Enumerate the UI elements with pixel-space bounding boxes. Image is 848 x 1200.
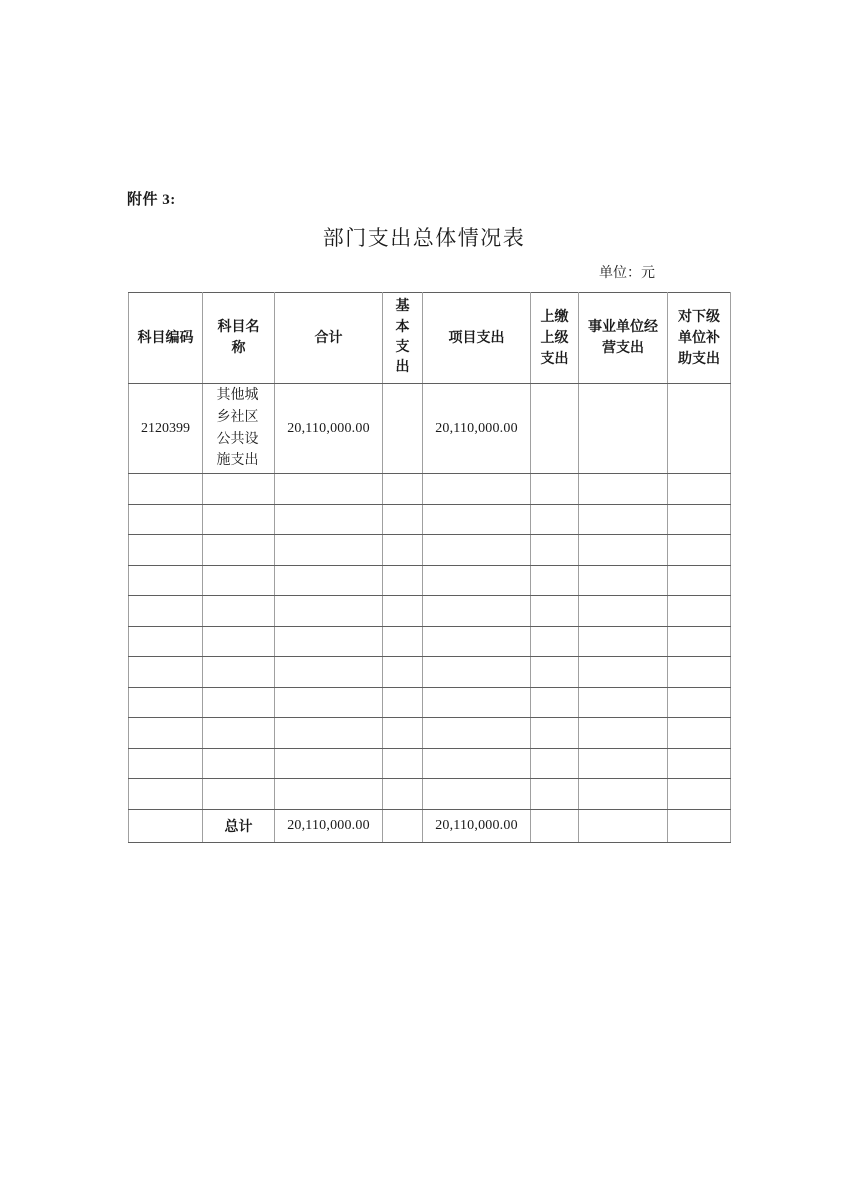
cell-subsidy: [668, 657, 731, 688]
column-header-project: 项目支出: [423, 293, 531, 384]
cell-subsidy: [668, 687, 731, 718]
cell-basic: [383, 626, 423, 657]
table-row: [129, 565, 731, 596]
total-cell-basic: [383, 809, 423, 842]
cell-upper: [531, 779, 579, 810]
cell-total: [275, 718, 383, 749]
cell-project: [423, 474, 531, 505]
table-total-row: [129, 809, 731, 842]
column-header-subsidy: 对下级单位补助支出: [668, 293, 731, 384]
page-title: 部门支出总体情况表: [322, 226, 526, 250]
table-header-row: [129, 293, 731, 384]
total-cell-total: 20,110,000.00: [275, 809, 383, 842]
cell-basic: [383, 504, 423, 535]
column-header-total: 合计: [275, 293, 383, 384]
cell-name: [203, 748, 275, 779]
cell-project: [423, 687, 531, 718]
table-row: [129, 504, 731, 535]
cell-name: [203, 535, 275, 566]
cell-operation: [579, 504, 668, 535]
cell-total: [275, 474, 383, 505]
cell-basic: [383, 779, 423, 810]
table-row: [129, 748, 731, 779]
cell-name: 其他城乡社区公共设施支出: [203, 384, 275, 474]
cell-project: [423, 504, 531, 535]
cell-subsidy: [668, 779, 731, 810]
cell-code: [129, 748, 203, 779]
cell-subsidy: [668, 626, 731, 657]
cell-basic: [383, 535, 423, 566]
cell-project: [423, 779, 531, 810]
cell-code: [129, 504, 203, 535]
cell-total: [275, 779, 383, 810]
cell-project: [423, 535, 531, 566]
cell-name: [203, 474, 275, 505]
cell-project: [423, 626, 531, 657]
cell-code: [129, 718, 203, 749]
cell-subsidy: [668, 718, 731, 749]
column-header-name: 科目名称: [203, 293, 275, 384]
cell-total: [275, 535, 383, 566]
cell-upper: [531, 626, 579, 657]
total-cell-name: 总计: [203, 809, 275, 842]
cell-code: [129, 657, 203, 688]
column-header-code: 科目编码: [129, 293, 203, 384]
cell-name: [203, 779, 275, 810]
total-cell-operation: [579, 809, 668, 842]
cell-upper: [531, 565, 579, 596]
table-row: [129, 535, 731, 566]
cell-operation: [579, 748, 668, 779]
cell-operation: [579, 596, 668, 627]
cell-upper: [531, 535, 579, 566]
cell-total: [275, 596, 383, 627]
cell-code: [129, 779, 203, 810]
column-header-upper: 上缴上级支出: [531, 293, 579, 384]
table-row: [129, 596, 731, 627]
total-cell-code: [129, 809, 203, 842]
cell-project: [423, 596, 531, 627]
cell-code: [129, 565, 203, 596]
cell-total: 20,110,000.00: [275, 384, 383, 474]
table-row: [129, 626, 731, 657]
table-row: [129, 474, 731, 505]
cell-total: [275, 657, 383, 688]
attachment-label: 附件 3:: [127, 192, 176, 208]
cell-upper: [531, 474, 579, 505]
cell-upper: [531, 687, 579, 718]
cell-basic: [383, 657, 423, 688]
cell-total: [275, 626, 383, 657]
cell-upper: [531, 596, 579, 627]
cell-project: [423, 657, 531, 688]
cell-subsidy: [668, 748, 731, 779]
total-cell-upper: [531, 809, 579, 842]
cell-code: [129, 474, 203, 505]
total-cell-subsidy: [668, 809, 731, 842]
cell-operation: [579, 384, 668, 474]
cell-upper: [531, 384, 579, 474]
table-row: [129, 779, 731, 810]
table-row: [129, 687, 731, 718]
cell-code: [129, 596, 203, 627]
cell-subsidy: [668, 504, 731, 535]
cell-operation: [579, 474, 668, 505]
cell-name: [203, 626, 275, 657]
cell-total: [275, 687, 383, 718]
column-header-operation: 事业单位经营支出: [579, 293, 668, 384]
cell-subsidy: [668, 384, 731, 474]
cell-basic: [383, 384, 423, 474]
cell-operation: [579, 535, 668, 566]
cell-operation: [579, 687, 668, 718]
cell-code: [129, 687, 203, 718]
cell-operation: [579, 565, 668, 596]
expenditure-table: [128, 292, 731, 843]
cell-project: [423, 565, 531, 596]
cell-total: [275, 565, 383, 596]
cell-operation: [579, 718, 668, 749]
cell-upper: [531, 748, 579, 779]
cell-operation: [579, 626, 668, 657]
cell-name: [203, 687, 275, 718]
cell-subsidy: [668, 535, 731, 566]
cell-code: [129, 535, 203, 566]
cell-basic: [383, 687, 423, 718]
column-header-basic: 基本支出: [383, 293, 423, 384]
cell-upper: [531, 504, 579, 535]
cell-name: [203, 565, 275, 596]
table-body: [129, 384, 731, 810]
cell-code: 2120399: [129, 384, 203, 474]
cell-total: [275, 504, 383, 535]
total-cell-project: 20,110,000.00: [423, 809, 531, 842]
table-row: [129, 384, 731, 474]
cell-code: [129, 626, 203, 657]
cell-name: [203, 657, 275, 688]
cell-basic: [383, 596, 423, 627]
cell-basic: [383, 474, 423, 505]
cell-upper: [531, 718, 579, 749]
cell-total: [275, 748, 383, 779]
table-row: [129, 718, 731, 749]
cell-upper: [531, 657, 579, 688]
cell-project: [423, 718, 531, 749]
cell-subsidy: [668, 565, 731, 596]
cell-subsidy: [668, 596, 731, 627]
cell-name: [203, 504, 275, 535]
cell-basic: [383, 748, 423, 779]
cell-operation: [579, 657, 668, 688]
table-row: [129, 657, 731, 688]
cell-name: [203, 596, 275, 627]
cell-name: [203, 718, 275, 749]
unit-label: 单位：元: [599, 266, 655, 281]
cell-subsidy: [668, 474, 731, 505]
cell-project: 20,110,000.00: [423, 384, 531, 474]
cell-basic: [383, 718, 423, 749]
cell-operation: [579, 779, 668, 810]
cell-basic: [383, 565, 423, 596]
cell-project: [423, 748, 531, 779]
